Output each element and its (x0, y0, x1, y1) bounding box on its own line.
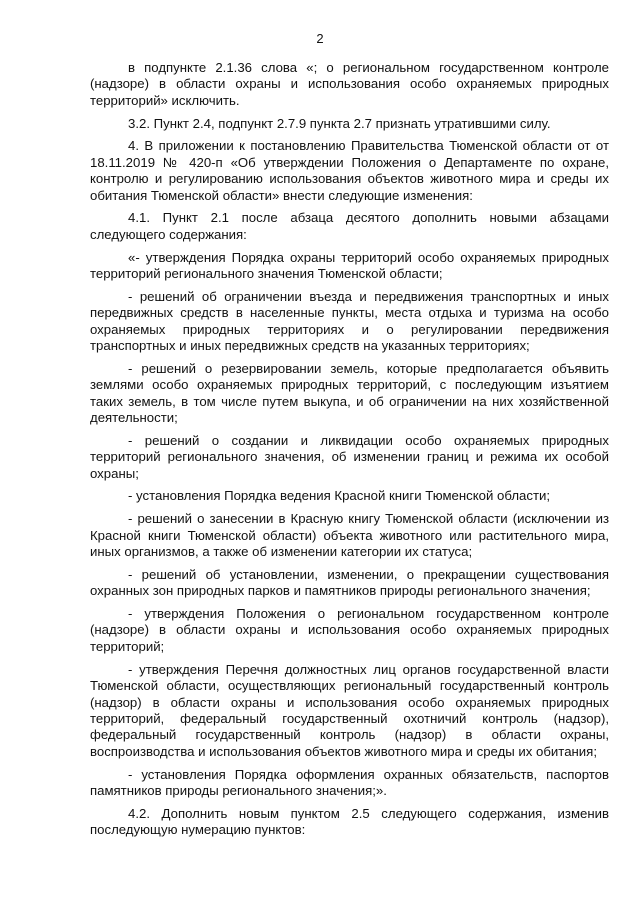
list-item: - решений об установлении, изменении, о прекращении существования охранных зон природных парков и памятников природы регионального значения; (90, 566, 609, 599)
paragraph-3-2: 3.2. Пункт 2.4, подпункт 2.7.9 пункта 2.7 признать утратившими силу. (128, 115, 551, 131)
list-item: - решений о резервировании земель, которые предполагается объявить землями особо охраняемых природных территорий, с последующим изъятием таких земель, в том числе путем выкупа, и об ограничении на них хозяйственной деятельности; (90, 360, 609, 426)
list-item: - утверждения Перечня должностных лиц органов государственной власти Тюменской области, осуществляющих региональный государственный контроль (надзор) в области охраны и использования особо охраняемых природных территорий, федеральный государственный охотничий контроль (надзор), федеральный государственный контроль (надзор) в области охраны, воспроизводства и использования объектов животного мира и среды их обитания; (90, 661, 609, 759)
list-item: - решений о создании и ликвидации особо охраняемых природных территорий регионального значения, об изменении границ и режима их особой охраны; (90, 432, 609, 481)
list-item: - решений об ограничении въезда и передвижения транспортных и иных передвижных средств в населенные пункты, места отдыха и туризма на особо охраняемых природных территориях и о регулировании передвижения транспортных и иных передвижных средств на указанных территориях; (90, 288, 609, 354)
paragraph-4: 4. В приложении к постановлению Правительства Тюменской области от от 18.11.2019 № 420-п «Об утверждении Положения о Департаменте по охране, контролю и регулированию использования объектов животного мира и среды их обитания Тюменской области» внести следующие изменения: (90, 138, 609, 203)
paragraph-subitem-2-1-36: в подпункте 2.1.36 слова «; о региональном государственном контроле (надзоре) в области охраны и использования особо охраняемых природных территорий» исключить. (90, 60, 609, 108)
list-item: - утверждения Положения о региональном государственном контроле (надзоре) в области охраны и использования особо охраняемых природных территорий; (90, 606, 609, 654)
list-item: «- утверждения Порядка охраны территорий особо охраняемых природных территорий регионального значения Тюменской области; (90, 249, 609, 282)
paragraph-4-2: 4.2. Дополнить новым пунктом 2.5 следующего содержания, изменив последующую нумерацию пунктов: (90, 805, 609, 838)
list-item: - решений о занесении в Красную книгу Тюменской области (исключении из Красной книги Тюменской области) объекта животного или растительного мира, иных организмов, а также об изменении категории их статуса; (90, 511, 609, 560)
list-item: - установления Порядка ведения Красной книги Тюменской области; (128, 488, 551, 504)
list-item: - установления Порядка оформления охранных обязательств, паспортов памятников природы регионального значения;». (90, 766, 609, 798)
document-body (90, 60, 609, 845)
paragraph-4-1: 4.1. Пункт 2.1 после абзаца десятого дополнить новыми абзацами следующего содержания: (90, 210, 609, 242)
page-number: 2 (316, 31, 324, 46)
